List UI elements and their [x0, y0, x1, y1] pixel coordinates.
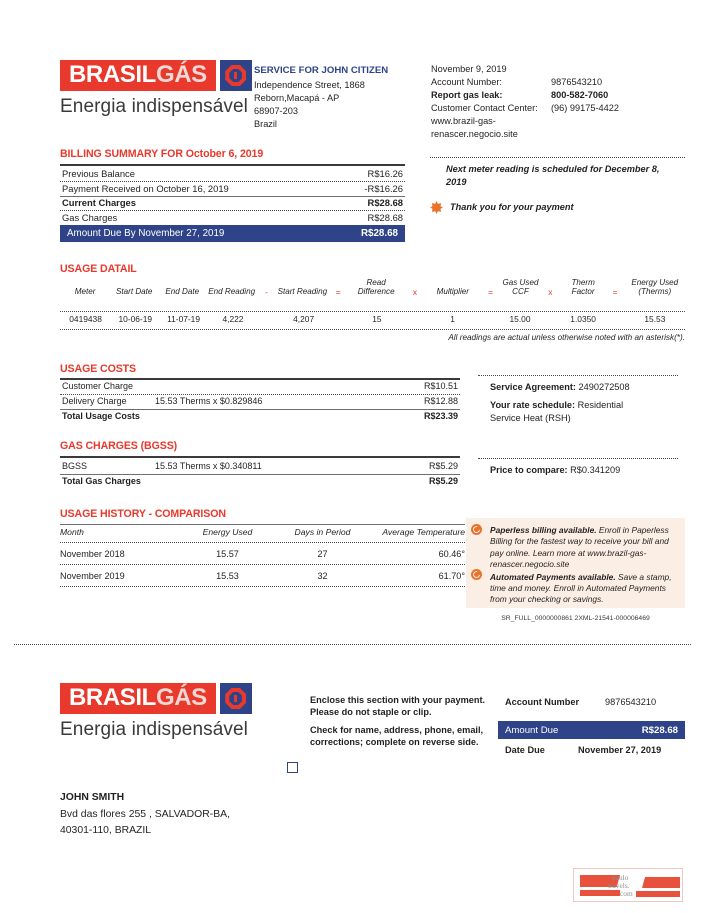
price-to-compare-label: Price to compare: [490, 465, 568, 475]
usage-detail-bottom-divider [60, 329, 685, 330]
stub-amount-due-bar [498, 721, 685, 739]
company-website-line2[interactable]: renascer.negocio.site [431, 129, 518, 139]
logo-tagline: Energia indispensável [60, 95, 248, 117]
hist-col-energy: Energy Used [202, 527, 253, 537]
watermark-bar-left-bottom [580, 890, 620, 896]
stub-customer-name: JOHN SMITH [60, 792, 125, 803]
cell-read-difference: 15 [372, 314, 382, 324]
usage-history-body-1 [60, 566, 465, 586]
stub-date-due-label: Date Due [505, 745, 545, 755]
stub-logo-text-brasil: BRASIL [69, 684, 156, 711]
stub-logo-tagline: Energia indispensável [60, 718, 248, 740]
gas-charges-top-rule [60, 456, 460, 458]
gas-leak-label: Report gas leak: [431, 90, 503, 100]
hist-col-month: Month [60, 527, 84, 537]
usage-history-divider-1 [60, 564, 465, 565]
contact-center-phone: (96) 99175-4422 [551, 103, 619, 113]
cell-sep-1 [330, 314, 349, 324]
summary-row-value-0: R$16.26 [367, 168, 403, 179]
price-to-compare-value: R$0.341209 [570, 465, 621, 475]
service-agreement-label: Service Agreement: [490, 382, 576, 392]
stub-instruction-line4: corrections; complete on reverse side. [310, 737, 479, 747]
table-row [60, 314, 685, 324]
paperless-promo-box [466, 518, 685, 608]
table-row [60, 566, 465, 586]
stub-instruction-line1: Enclose this section with your payment. [310, 695, 486, 705]
watermark-bar-right-top [642, 877, 680, 888]
usage-history-title: USAGE HISTORY - COMPARISON [60, 508, 226, 520]
usage-history-body-0 [60, 544, 465, 564]
cell-start-date: 10-06-19 [118, 314, 153, 324]
gas-charges-total-value: R$5.29 [428, 476, 458, 486]
operator-equals-2-icon: = [488, 286, 494, 297]
service-for-heading: SERVICE FOR JOHN CITIZEN [254, 65, 389, 76]
rate-schedule-row [490, 399, 650, 424]
logo-wordmark [60, 60, 216, 91]
gas-leak-phone: 800-582-7060 [551, 90, 609, 100]
amount-due-label: Amount Due By November 27, 2019 [67, 228, 225, 239]
col-read-difference: Read Difference [357, 278, 395, 297]
stub-logo-text-gas: GÁS [155, 684, 207, 711]
cell-energy-used: 15.53 [644, 314, 666, 324]
usage-cost-detail-1: 15.53 Therms x $0.829846 [155, 396, 263, 406]
col-start-date: Start Date [115, 287, 153, 297]
rate-schedule-value: Residential Service Heat (RSH) [490, 400, 624, 423]
header-logo [60, 60, 252, 118]
col-gas-used-ccf: Gas Used CCF [502, 278, 539, 297]
usage-detail-data-table [60, 314, 685, 324]
hist-days-0: 27 [317, 549, 328, 559]
service-address-line2: Reborn,Macapá - AP [254, 93, 340, 103]
summary-row-value-2: R$28.68 [367, 197, 403, 208]
stub-logo-wordmark-row [60, 683, 252, 714]
cell-sep-5 [606, 314, 625, 324]
summary-row-value-3: R$28.68 [367, 212, 403, 223]
gas-charges-title: GAS CHARGES (BGSS) [60, 440, 178, 452]
operator-equals-1-icon: = [335, 286, 341, 297]
billing-summary-top-rule [60, 164, 405, 166]
usage-costs-total-value: R$23.39 [423, 411, 458, 421]
watermark-text-line3: com [620, 889, 633, 898]
cell-multiplier: 1 [450, 314, 455, 324]
table-row [60, 544, 465, 564]
stub-date-due-value: November 27, 2019 [578, 745, 662, 755]
usage-history-divider-0 [60, 542, 465, 543]
stub-logo [60, 683, 252, 741]
watermark-text-line1: paulo [612, 873, 629, 882]
summary-divider-0 [60, 181, 405, 182]
logo-text-gas: GÁS [155, 61, 207, 88]
stub-account-number-label: Account Number [505, 697, 580, 707]
usage-detail-title: USAGE DATAIL [60, 263, 137, 275]
contact-center-label: Customer Contact Center: [431, 103, 538, 113]
paperless-billing-heading: Paperless billing available. [490, 525, 597, 535]
statement-date: November 9, 2019 [431, 64, 507, 74]
stub-instruction-line2: Please do not staple or clip. [310, 707, 432, 717]
operator-minus-icon: - [265, 286, 268, 297]
perforation-divider [14, 644, 691, 645]
cell-gas-used-ccf: 15.00 [509, 314, 531, 324]
hist-energy-1: 15.53 [216, 571, 239, 581]
logo-text-brasil: BRASIL [69, 61, 156, 88]
usage-detail-table [60, 278, 685, 297]
automated-payments-heading: Automated Payments available. [490, 571, 616, 582]
usage-costs-title: USAGE COSTS [60, 363, 137, 375]
stub-logo-octagon-icon [220, 683, 252, 714]
account-number-value: 9876543210 [551, 77, 603, 87]
hist-col-temp: Average Temperature [382, 527, 465, 537]
price-to-compare-row [490, 464, 685, 477]
col-therm-factor: Therm Factor [571, 278, 595, 297]
cell-sep-4 [540, 314, 561, 324]
cell-sep-0 [258, 314, 277, 324]
address-change-checkbox[interactable] [287, 762, 298, 773]
usage-cost-value-0: R$10.51 [423, 381, 458, 391]
agreement-top-rule [478, 375, 678, 376]
gas-charge-value-0: R$5.29 [428, 461, 458, 471]
summary-row-label-2: Current Charges [62, 197, 136, 208]
hist-energy-0: 15.57 [216, 549, 239, 559]
hist-month-0: November 2018 [60, 549, 125, 559]
usage-history-header-row [60, 525, 465, 540]
stub-amount-due-value: R$28.68 [641, 724, 678, 736]
gas-charge-detail-0: 15.53 Therms x $0.340811 [155, 461, 262, 471]
usage-detail-header-row [60, 278, 685, 297]
stub-account-number-value: 9876543210 [605, 697, 657, 707]
automated-payments-paragraph [490, 572, 675, 606]
summary-divider-2 [60, 210, 405, 211]
account-number-label: Account Number: [431, 77, 502, 87]
amount-due-bar [60, 225, 405, 242]
col-meter: Meter [74, 287, 96, 297]
cell-meter: 0419438 [69, 314, 102, 324]
service-address-line3: 68907-203 [254, 106, 298, 116]
price-to-compare-rule [478, 458, 678, 459]
hist-col-days: Days in Period [294, 527, 351, 537]
usage-detail-footnote: All readings are actual unless otherwise noted with an asterisk(*). [448, 333, 685, 342]
amount-due-value: R$28.68 [360, 228, 398, 239]
company-website-line1[interactable]: www.brazil-gas- [431, 116, 496, 126]
watermark-logo [573, 868, 683, 902]
usage-history-divider-2 [60, 586, 465, 587]
logo-octagon-icon [220, 60, 252, 91]
gas-charges-total-label: Total Gas Charges [62, 476, 141, 486]
col-end-date: End Date [165, 287, 200, 297]
document-reference-code: SR_FULL_0000000861 2XML-21541-000006469 [501, 615, 650, 622]
gas-charge-label-0: BGSS [62, 461, 88, 471]
usage-costs-divider-0 [60, 394, 460, 395]
stub-customer-address-line1: Bvd das flores 255 , SALVADOR-BA, [60, 809, 230, 820]
starburst-icon [430, 201, 443, 214]
meter-reading-notice: Next meter reading is scheduled for December 8, 2019 [446, 164, 660, 187]
watermark-text-line2: travels. [608, 881, 630, 890]
paperless-billing-text: Enroll in Paperless Billing for the fastest way to receive your bill and pay online. Learn more at www.brazil-gas-renascer.negocio.site [490, 525, 669, 570]
usage-history-table [60, 525, 465, 540]
usage-costs-total-label: Total Usage Costs [62, 411, 140, 421]
stub-logo-wordmark [60, 683, 216, 714]
automated-payments-check-icon [471, 569, 482, 580]
logo-wordmark-row [60, 60, 252, 91]
stub-amount-due-label: Amount Due [505, 724, 559, 736]
cell-end-date: 11-07-19 [167, 314, 200, 324]
gas-charges-divider-0 [60, 474, 460, 475]
operator-times-1-icon: x [412, 286, 418, 297]
summary-row-label-1: Payment Received on October 16, 2019 [62, 183, 229, 194]
service-agreement-row [490, 381, 685, 394]
summary-row-label-0: Previous Balance [62, 168, 135, 179]
operator-equals-3-icon: = [612, 286, 618, 297]
service-address-line1: Independence Street, 1868 [254, 80, 365, 90]
usage-cost-label-0: Customer Charge [62, 381, 134, 391]
cell-start-reading: 4,207 [293, 314, 315, 324]
hist-temp-1: 61.70° [438, 571, 465, 581]
usage-cost-label-1: Delivery Charge [62, 396, 127, 406]
hist-temp-0: 60.46° [438, 549, 465, 559]
automated-payments-text: Save a stamp, time and money. Enroll in Automated Payments from your checking or savings. [490, 571, 672, 605]
paperless-check-icon [471, 524, 482, 535]
paperless-billing-paragraph [490, 525, 675, 571]
stub-instruction-line3: Check for name, address, phone, email, [310, 725, 484, 735]
billing-summary-title: BILLING SUMMARY FOR October 6, 2019 [60, 148, 264, 160]
col-end-reading: End Reading [208, 287, 256, 297]
cell-end-reading: 4,222 [222, 314, 244, 324]
summary-row-value-1: -R$16.26 [364, 183, 403, 194]
service-address-line4: Brazil [254, 119, 277, 129]
cell-sep-2 [405, 314, 426, 324]
usage-costs-top-rule [60, 378, 460, 380]
hist-days-1: 32 [317, 571, 328, 581]
rate-schedule-label: Your rate schedule: [490, 400, 576, 410]
thank-you-notice: Thank you for your payment [450, 202, 574, 212]
summary-row-label-3: Gas Charges [62, 212, 118, 223]
operator-times-2-icon: x [548, 286, 553, 297]
cell-therm-factor: 1.0350 [570, 314, 596, 324]
usage-detail-header-divider [60, 311, 685, 312]
col-multiplier: Multiplier [436, 287, 469, 297]
stub-customer-address-line2: 40301-110, BRAZIL [60, 825, 152, 836]
notices-top-rule [430, 157, 685, 158]
usage-costs-divider-1 [60, 409, 460, 410]
col-energy-used: Energy Used (Therms) [631, 278, 679, 297]
hist-month-1: November 2019 [60, 571, 125, 581]
cell-sep-3 [479, 314, 500, 324]
service-agreement-value: 2490272508 [578, 382, 630, 392]
watermark-bar-right-bottom [636, 891, 680, 897]
col-start-reading: Start Reading [277, 287, 328, 297]
usage-cost-value-1: R$12.88 [423, 396, 458, 406]
